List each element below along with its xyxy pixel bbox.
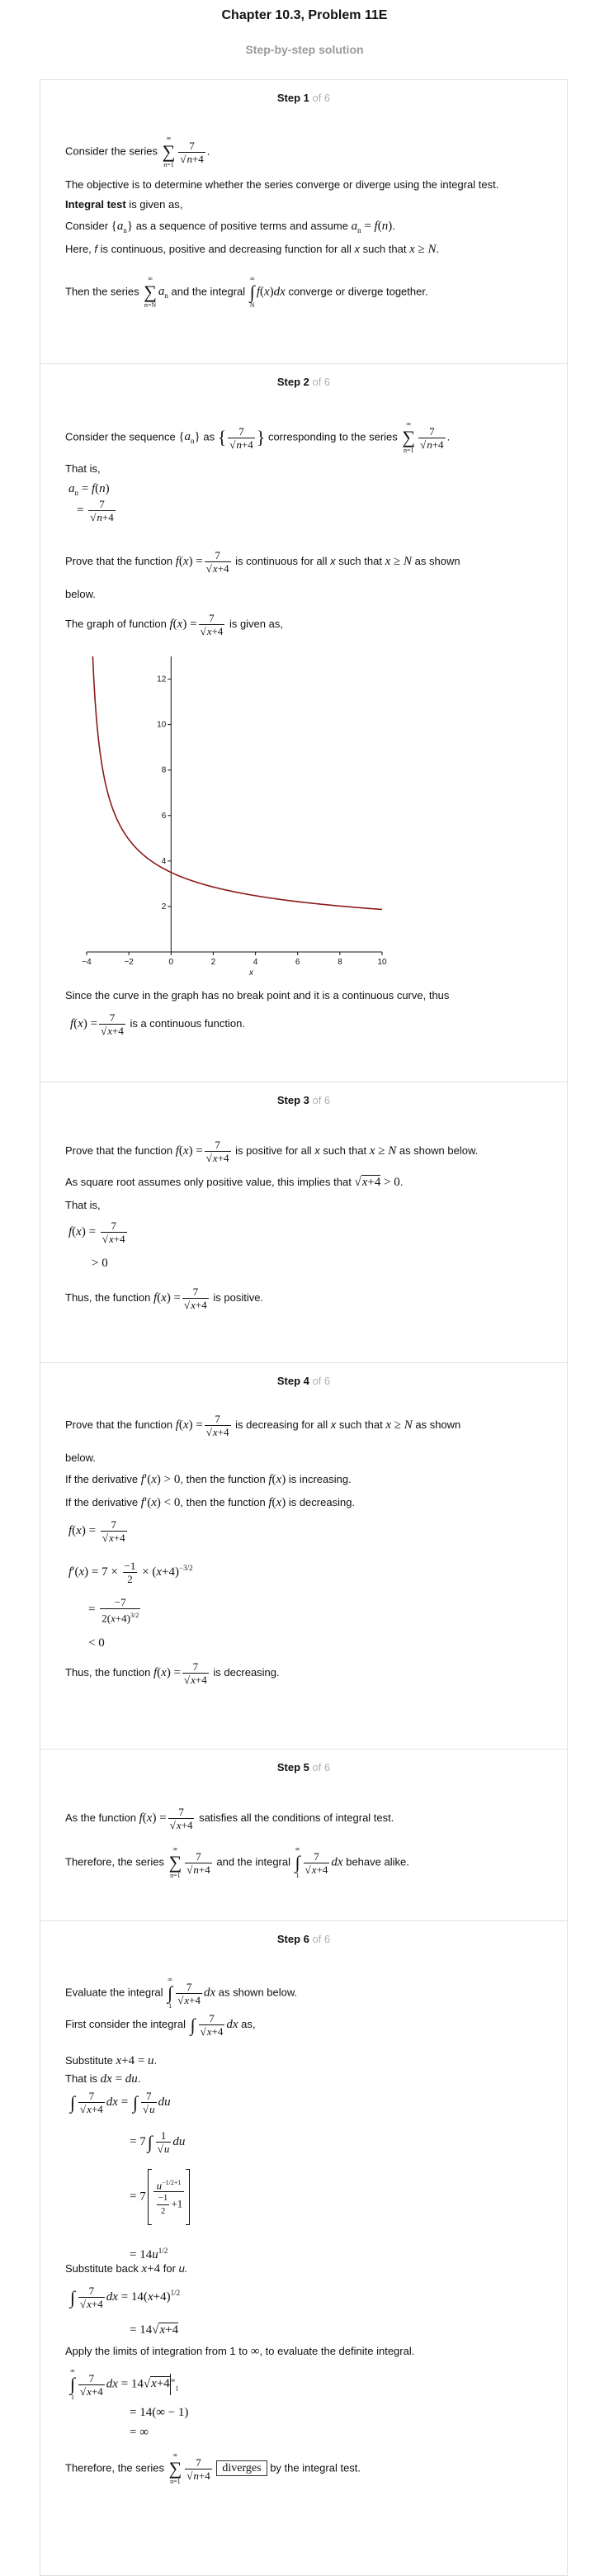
solution-subtitle: Step-by-step solution	[245, 43, 364, 56]
step-5-header: Step 5 of 6	[276, 1761, 331, 1773]
function-graph	[40, 650, 404, 978]
answer-box: diverges	[216, 2460, 267, 2476]
step-1-conclusion: Then the series ∞ ∑ n=N $a_n$ and the integral ∞ ∫ N f(x)dx converge or diverge together.	[65, 275, 428, 309]
step-2-header: Step 2 of 6	[276, 376, 331, 388]
step-1-conditions: Here, f is continuous, positive and decreasing function for all x such that x ≥ N.	[65, 243, 440, 256]
x-tick-label: 10	[377, 958, 387, 967]
x-tick-label: 0	[168, 958, 174, 967]
step-5-conditions: As the function f(x) = $\frac{7}{√x+4}$ satisfies all the conditions of integral test.	[65, 1806, 394, 1831]
step-2-continuous-fn: f(x) = $\frac{7}{√x+4}$ is a continuous function.	[70, 1011, 245, 1037]
step-6-eq-inf: = ∞	[130, 2426, 149, 2439]
step-4-eq-simplified: = $\frac{-7}{2(x+4)^{3/2}}$	[88, 1596, 139, 1625]
step-6-eq-power: = 7 $u^{-1/2+1}$ $\frac{-1}{2}$ +1	[130, 2169, 550, 2225]
step-4-eq-f: f(x) = $\frac{7}{√x+4}$	[68, 1518, 125, 1544]
step-4-panel	[40, 1362, 568, 1749]
step-4-below: below.	[65, 1451, 96, 1464]
y-tick-label: 10	[157, 720, 167, 730]
step-6-eq-result: = $14u^{1/2}$	[130, 2247, 168, 2261]
x-tick-label: 2	[210, 958, 216, 967]
step-4-eq-derivative: f′(x) = 7 × $\frac{-1}{2}$ × $(x+4)^{-3/2}$	[68, 1560, 193, 1585]
step-6-first-consider: First consider the integral ∫ $\frac{7}{√x+4}$ dx as,	[65, 2012, 256, 2038]
y-tick-label: 8	[161, 765, 167, 775]
step-6-eq-sub: ∫ $\frac{7}{√x+4}$ dx = ∫ $\frac{7}{√u}$ du	[70, 2090, 171, 2115]
step-6-that-is: That is dx = du.	[65, 2072, 141, 2086]
step-6-eq-back: ∫ $\frac{7}{√x+4}$ dx = $14(x+4)^{1/2}$	[70, 2285, 181, 2310]
step-2-graph-intro: The graph of function f(x) = $\frac{7}{√x+4}$ is given as,	[65, 612, 283, 637]
x-tick-label: 6	[295, 958, 300, 967]
y-tick-label: 12	[157, 675, 167, 684]
step-6-header: Step 6 of 6	[276, 1933, 331, 1945]
step-6-conclusion: Therefore, the series ∞ ∑ n=1 $\frac{7}{√n+4}$ diverges by the integral test.	[65, 2451, 361, 2485]
y-tick-label: 6	[161, 811, 167, 821]
step-2-eq-an: $a_n = f(n)$	[68, 482, 110, 497]
chapter-title: Chapter 10.3, Problem 11E	[221, 8, 388, 22]
x-tick-label: −4	[82, 958, 92, 967]
step-6-eq-inf-minus: = 14(∞ − 1)	[130, 2406, 189, 2419]
step-2-below: below.	[65, 588, 96, 600]
step-6-evaluate: Evaluate the integral ∞ ∫ 1 $\frac{7}{√x+4}$ dx as shown below.	[65, 1976, 298, 2010]
step-6-apply-limits: Apply the limits of integration from 1 to ∞, to evaluate the definite integral.	[65, 2345, 415, 2358]
function-curve	[92, 656, 382, 909]
step-1-objective: The objective is to determine whether the series converge or diverge using the integral test.	[65, 178, 499, 191]
x-tick-label: −2	[124, 958, 134, 967]
step-1-panel	[40, 79, 568, 363]
step-6-panel	[40, 1920, 568, 2576]
step-2-since: Since the curve in the graph has no break point and it is a continuous curve, thus	[65, 989, 450, 1002]
step-1-integral-test: Integral test is given as,	[65, 198, 183, 211]
step-1-consider: Consider $\{a_n\}$ as a sequence of positive terms and assume $a_n = f(n)$.	[65, 220, 395, 234]
step-4-decreasing-rule: If the derivative f′(x) < 0, then the function f(x) is decreasing.	[65, 1496, 356, 1509]
step-6-eq-factor: = 7∫ $\frac{1}{√u}$ du	[130, 2129, 186, 2155]
step-6-eq-back-sqrt: = 14√x+4	[130, 2323, 179, 2337]
step-3-sqrt-positive: As square root assumes only positive value, this implies that √x+4 > 0.	[65, 1176, 404, 1189]
step-3-eq-f: f(x) = $\frac{7}{√x+4}$	[68, 1219, 125, 1245]
step-2-eq-an-value: = $\frac{7}{√n+4}$	[77, 498, 114, 523]
x-axis-label: x	[248, 968, 253, 978]
step-2-that-is: That is,	[65, 462, 101, 475]
step-4-header: Step 4 of 6	[276, 1375, 331, 1387]
step-1-header: Step 1 of 6	[276, 92, 331, 104]
step-6-eq-limits: ∞ ∫ 1 $\frac{7}{√x+4}$ dx = $14√x+4^\infty_1$	[70, 2367, 179, 2401]
step-4-eq-lt0: < 0	[88, 1636, 105, 1650]
step-3-that-is: That is,	[65, 1199, 101, 1211]
x-tick-label: 4	[253, 958, 258, 967]
step-4-conclusion: Thus, the function f(x) = $\frac{7}{√x+4}$ is decreasing.	[65, 1660, 280, 1686]
y-tick-label: 4	[161, 856, 167, 866]
step-5-panel	[40, 1749, 568, 1920]
x-tick-label: 8	[338, 958, 342, 967]
step-1-series-line: Consider the series ∞ ∑ n=1 $\frac{7}{√n+4}$ .	[65, 135, 210, 168]
graph-axes	[82, 656, 387, 967]
step-5-conclusion: Therefore, the series ∞ ∑ n=1 $\frac{7}{√n+4}$ and the integral ∞ ∫ 1 $\frac{7}{√x+4}$ dx behave alike.	[65, 1845, 409, 1879]
step-4-prove-decreasing: Prove that the function f(x) = $\frac{7}{√x+4}$ is decreasing for all x such that x ≥ N as shown	[65, 1413, 461, 1438]
step-4-increasing-rule: If the derivative f′(x) > 0, then the function f(x) is increasing.	[65, 1473, 352, 1486]
step-3-eq-gt0: > 0	[92, 1257, 108, 1270]
step-2-sequence: Consider the sequence $\{a_n\}$ as { $\frac{7}{√n+4}$ } corresponding to the series ∞ ∑ n=1 $\frac{7}{√n+4}$ .	[65, 420, 451, 454]
step-3-header: Step 3 of 6	[276, 1094, 331, 1106]
step-6-substitute-back: Substitute back x+4 for u.	[65, 2262, 188, 2275]
step-3-prove-positive: Prove that the function f(x) = $\frac{7}{√x+4}$ is positive for all x such that x ≥ N as shown below.	[65, 1139, 479, 1164]
step-2-prove-continuous: Prove that the function f(x) = $\frac{7}{√x+4}$ is continuous for all x such that x ≥ N as shown	[65, 549, 460, 575]
step-6-substitute: Substitute x+4 = u.	[65, 2054, 158, 2067]
y-tick-label: 2	[161, 902, 167, 912]
step-3-panel	[40, 1082, 568, 1362]
step-2-panel	[40, 363, 568, 1082]
step-3-conclusion: Thus, the function f(x) = $\frac{7}{√x+4}$ is positive.	[65, 1286, 264, 1311]
